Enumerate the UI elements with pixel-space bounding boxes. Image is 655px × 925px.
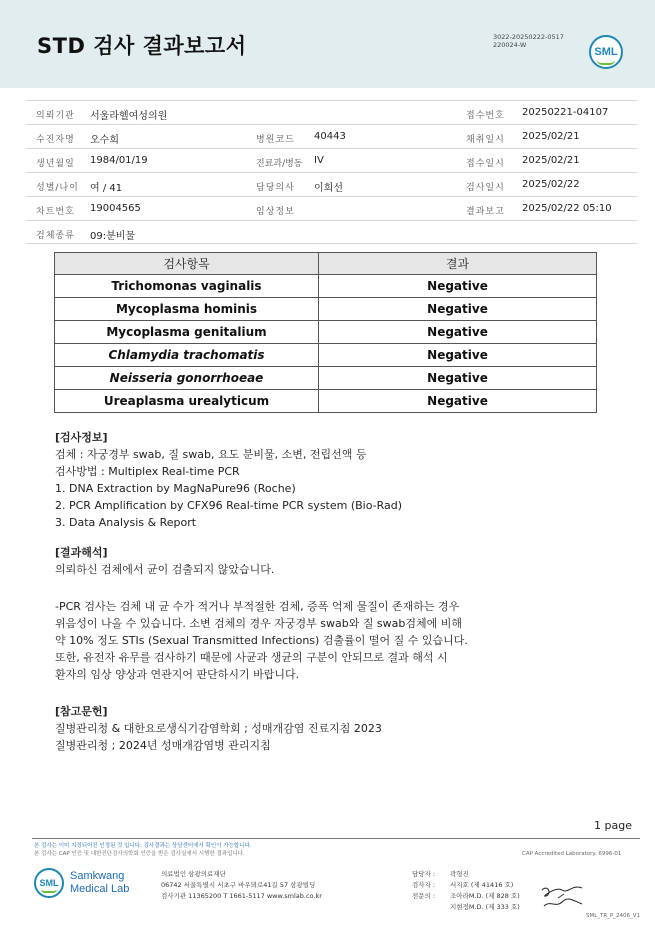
report-codes: [493, 33, 564, 49]
table-row: [55, 344, 597, 367]
form-code: SML_TR_P_2406_V1: [586, 913, 641, 919]
footer-brand: [70, 870, 129, 896]
test-date-label: 검사일시: [466, 183, 505, 193]
receipt-no-value: 20250221-04107: [522, 107, 609, 118]
results-col-item: 검사항목: [55, 253, 319, 275]
specimen-value: 09:분비물: [90, 231, 136, 242]
reference-line: 질병관리청 ; 2024년 성매개감염병 관리지침: [55, 739, 271, 752]
footer-divider: [32, 838, 640, 839]
reference-line: 질병관리청 & 대한요로생식기감염학회 ; 성매개감염 진료지침 2023: [55, 722, 382, 735]
info-row: [26, 148, 637, 172]
receipt-no-label: 접수번호: [466, 111, 505, 121]
test-info-line: 1. DNA Extraction by MagNaPure96 (Roche): [55, 482, 296, 495]
references-section: [55, 703, 615, 754]
test-info-line: 3. Data Analysis & Report: [55, 516, 197, 529]
test-result: Negative: [319, 390, 597, 413]
sml-footer-logo-text: SML: [39, 878, 59, 888]
doctor-label: 담당의사: [256, 183, 295, 193]
info-row: [26, 100, 637, 124]
interpretation-section: [55, 544, 615, 578]
footer-cap: CAP Accredited Laboratory. 6996-01: [522, 851, 622, 857]
footer-notice-1: 본 검사는 이미 지정되어진 인정된 것 입니다. 검사결과는 상담센터에서 확인이 가능합니다.: [34, 843, 252, 849]
report-date-value: 2025/02/22 05:10: [522, 203, 612, 214]
patient-info-table: [26, 100, 637, 244]
sex-age-label: 성별/나이: [36, 183, 79, 193]
table-row: [55, 367, 597, 390]
interpretation-note: [55, 598, 615, 683]
test-info-line: 2. PCR Amplification by CFX96 Real-time PCR system (Bio-Rad): [55, 499, 403, 512]
hospital-code-value: 40443: [314, 131, 346, 142]
test-item: Chlamydia trachomatis: [55, 344, 319, 367]
dept-value: IV: [314, 155, 324, 166]
reviewer-name: 곽형진: [450, 870, 469, 878]
sml-logo-text: SML: [594, 46, 618, 58]
note-line: 환자의 임상 양상과 연관지어 판단하시기 바랍니다.: [55, 668, 300, 681]
test-info-heading: [검사정보]: [55, 431, 108, 444]
test-info-line: 검체 : 자궁경부 swab, 질 swab, 요도 분비물, 소변, 전립선액 등: [55, 448, 367, 461]
test-item: Neisseria gonorrhoeae: [55, 367, 319, 390]
footer-notice-2: 본 검사는 CAP 인증 및 대한진단검사의학회 인증을 받은 검사실에서 시행한 결과입니다.: [34, 851, 245, 857]
test-result: Negative: [319, 321, 597, 344]
test-item: Trichomonas vaginalis: [55, 275, 319, 298]
patient-value: 오수희: [90, 135, 119, 146]
results-col-result: 결과: [319, 253, 597, 275]
collect-date-label: 채취일시: [466, 135, 505, 145]
hospital-code-label: 병원코드: [256, 135, 295, 145]
references-heading: [참고문헌]: [55, 705, 108, 718]
patient-label: 수진자명: [36, 135, 75, 145]
info-row: [26, 220, 637, 244]
confirm-name-1: 조아라M.D. (제 828 호): [450, 892, 520, 900]
doctor-signature-icon: [538, 880, 588, 912]
chart-no-label: 차트번호: [36, 207, 75, 217]
test-result: Negative: [319, 298, 597, 321]
info-row: [26, 196, 637, 220]
test-result: Negative: [319, 275, 597, 298]
test-info-line: 검사방법 : Multiplex Real-time PCR: [55, 465, 240, 478]
table-row: [55, 321, 597, 344]
footer-org: 의료법인 삼광의료재단: [161, 870, 226, 878]
note-line: 약 10% 정도 STIs (Sexual Transmitted Infections) 검출률이 떨어 질 수 있습니다.: [55, 634, 468, 647]
receipt-date-label: 접수일시: [466, 159, 505, 169]
specimen-label: 검체종류: [36, 231, 75, 241]
interpretation-heading: [결과해석]: [55, 546, 108, 559]
test-date-value: 2025/02/22: [522, 179, 580, 190]
sml-footer-logo-icon: [34, 868, 64, 898]
dob-value: 1984/01/19: [90, 155, 148, 166]
test-result: Negative: [319, 367, 597, 390]
test-info-section: [55, 429, 615, 531]
note-line: 또한, 유전자 유무를 검사하기 때문에 사균과 생균의 구분이 안되므로 결과 해석 시: [55, 651, 448, 664]
report-code-1: 3022-20250222-0517: [493, 33, 564, 41]
table-row: [55, 298, 597, 321]
institution-label: 의뢰기관: [36, 111, 75, 121]
note-line: 위음성이 나올 수 있습니다. 소변 검체의 경우 자궁경부 swab와 질 swab검체에 비해: [55, 617, 463, 630]
sex-age-value: 여 / 41: [90, 183, 123, 194]
dob-label: 생년월일: [36, 159, 75, 169]
results-table: [54, 252, 597, 413]
doctor-value: 이희선: [314, 183, 343, 194]
clinical-label: 임상정보: [256, 207, 295, 217]
footer-address: 06742 서울특별시 서초구 바우뫼로41길 57 삼광빌딩: [161, 881, 316, 889]
collect-date-value: 2025/02/21: [522, 131, 580, 142]
table-row: [55, 390, 597, 413]
test-item: Mycoplasma genitalium: [55, 321, 319, 344]
info-row: [26, 124, 637, 148]
tester-name: 서지호 (제 41416 호): [450, 881, 514, 889]
confirm-name-2: 지현정M.D. (제 333 호): [450, 903, 520, 911]
test-result: Negative: [319, 344, 597, 367]
note-line: -PCR 검사는 검체 내 균 수가 적거나 부적절한 검체, 증폭 억제 물질이 존재하는 경우: [55, 600, 460, 613]
tester-label: 검사자 :: [412, 881, 436, 889]
footer-brand-line-2: Medical Lab: [70, 883, 130, 895]
page-number: 1 page: [594, 819, 632, 832]
footer-brand-line-1: Samkwang: [70, 870, 125, 882]
table-row: [55, 275, 597, 298]
test-item: Ureaplasma urealyticum: [55, 390, 319, 413]
test-item: Mycoplasma hominis: [55, 298, 319, 321]
report-header: [0, 0, 655, 88]
footer-staff-labels: [412, 869, 435, 902]
receipt-date-value: 2025/02/21: [522, 155, 580, 166]
report-title: STD 검사 결과보고서: [37, 34, 247, 58]
results-header-row: [55, 253, 597, 275]
confirm-label: 전문의 :: [412, 892, 436, 900]
report-date-label: 결과보고: [466, 207, 505, 217]
footer-staff-names: [450, 869, 520, 913]
report-code-2: 220024-W: [493, 41, 527, 49]
footer-contact: 검사기관 11365200 T 1661-5117 www.smlab.co.kr: [161, 892, 322, 900]
sml-logo-icon: [589, 35, 623, 69]
institution-value: 서울라헬여성의원: [90, 111, 168, 122]
dept-label: 진료과/병동: [256, 159, 303, 169]
chart-no-value: 19004565: [90, 203, 141, 214]
footer-org-block: [161, 869, 322, 902]
reviewer-label: 담당자 :: [412, 870, 436, 878]
interpretation-line: 의뢰하신 검체에서 균이 검출되지 않았습니다.: [55, 563, 275, 576]
info-row: [26, 172, 637, 196]
